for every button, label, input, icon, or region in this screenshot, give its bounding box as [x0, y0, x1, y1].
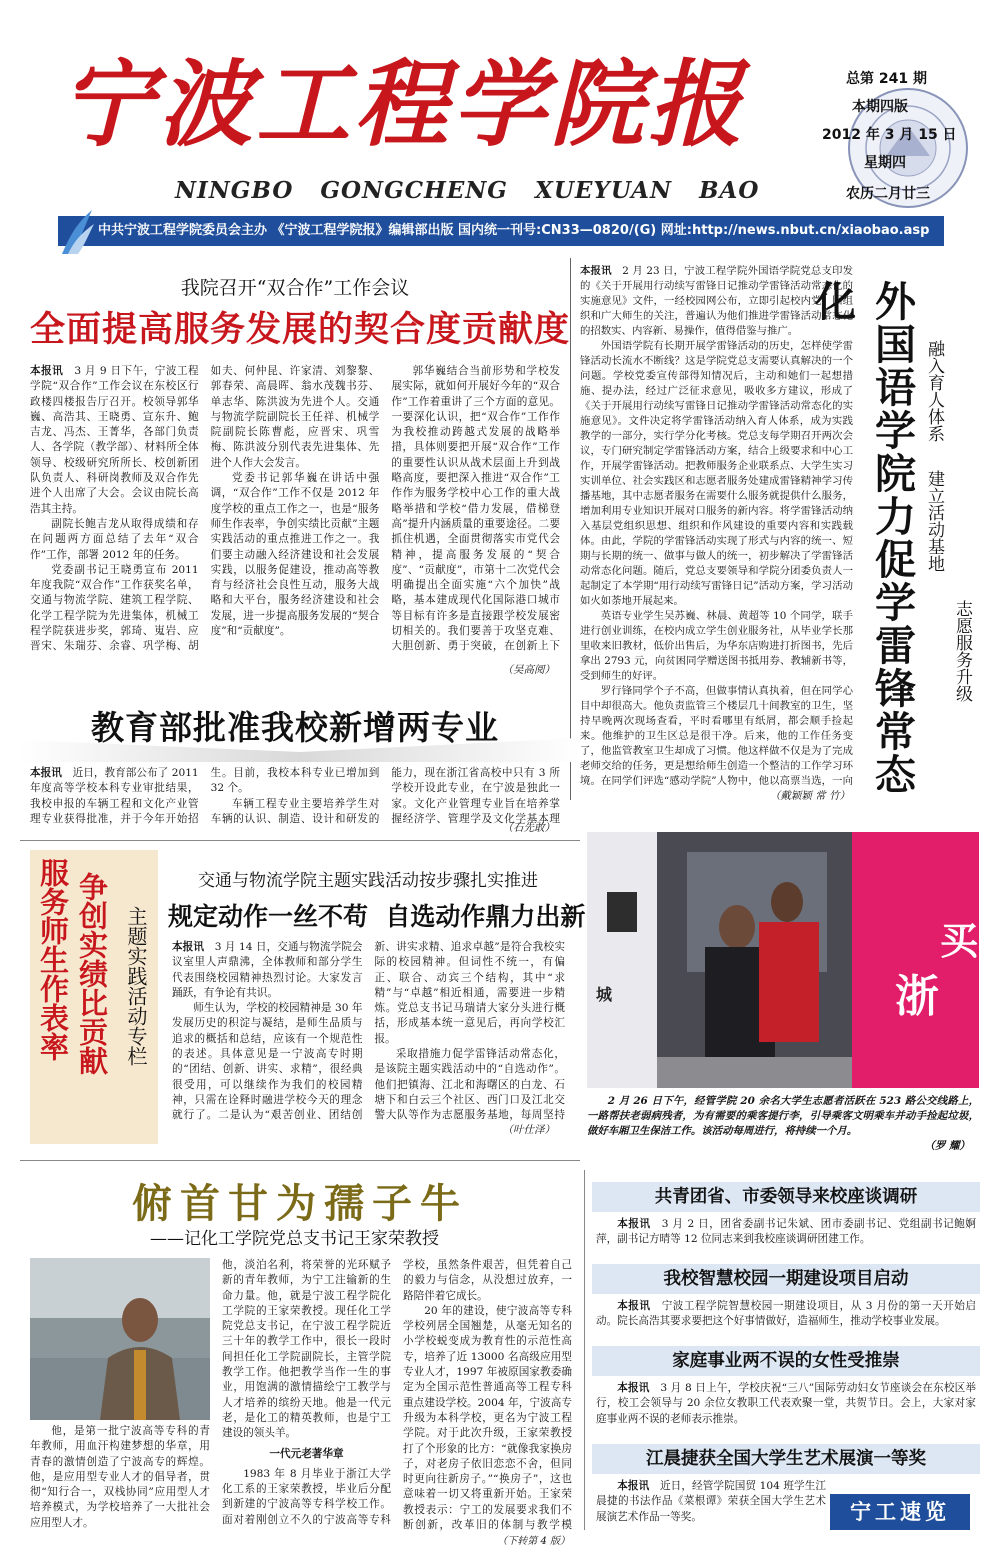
article5-section-title: 一代元老著华章 — [269, 1447, 344, 1460]
article5-headline: 俯首甘为孺子牛 — [132, 1181, 468, 1227]
article3-headline: 规定动作一丝不苟 自选动作鼎力出新 — [168, 902, 586, 931]
article1-lead: 本报讯 — [30, 365, 64, 377]
issue-total: 总第 241 期 — [846, 71, 927, 87]
article1-credit: （吴高阅） — [502, 664, 555, 676]
masthead-pinyin: NINGBO GONGCHENG XUEYUAN BAO — [175, 177, 760, 204]
column-label-right: 争创实绩比贡献 — [75, 872, 109, 1075]
article4-body: 本报讯 2 月 23 日，宁波工程学院外国语学院党总支印发的《关于开展用行动续写雷锋日记推动学雷锋活动常态化的实施意见》文件，一经校园网公布，立即引起校内党、团组织和广大师生的关注，普遍认为他们推进学雷锋活动常态化的招数实、内容新、易操作，值得借鉴与推广。 外国语学院有长期开展学雷锋活动的历史，怎样使学雷锋活动长流水不断线？这是学院党总支需要认真解决的一个问题。学校党委宣传部得知情况后，主动和她们一起想措施、提办法，经过广泛征求意见，吸收多方建议，形成了《关于开展用行动续写雷锋日记推动学雷锋活动常态化的实施意见》。文件决定将学雷锋活动纳入育人体系，成为实践教学的一部分，实行学分化考核。党总支每学期召开两次会议，专门研究制定学雷锋活动方案，结合上级要求和中心工作，开展学雷锋活动。把教师服务企业联系点、大学生实习实训单位、社会实践区和志愿者服务处建成雷锋精神学习传播基地，其中志愿者服务在需要什么服务就提供什么服务，增加利用专业知识开展对口服务的新内容。将学雷锋活动纳入基层党组织思想、组织和作风建设的重要内容和实践载体。由此，学院的学雷锋活动实现了形式与内容的统一、短期与长期的统一、做事与做人的统一，初步解决了学雷锋活动常态化问题。随后，党总支要领导和学院分团委负责人一起制定了本学期“用行动续写雷锋日记”活动方案，学习活动如火如荼地开展起来。 英语专业学生吴苏巍、林晨、黄超等 10 个同学，联手进行创业训练，在校内成立学生创业服务社，从毕业学长那里收来旧教材，低价出售后，为华东店购进打折图书，先后拿出 2793 元，向贫困同学赠送图书抵用券、教辅新书等，受到师生的好评。 罗行锋同学个子不高，但做事情认真执着，但在同学心目中却很高大。他负责监管三个楼层几十间教室的卫生，坚持早晚两次现场查看，平时看哪里有纸屑，都会顺手捡起来。他维护的卫生区总是很干净。后来，他的工作任务变了，他监管教室卫生却成了习惯。他这样做不仅是为了完成老师交给的任务，更是想给师生创造一个整洁的工作学习环境。在同学们评选“感动学院”人物中，他以高票当选，一向 — [580, 265, 853, 786]
article2-credit: （石先敢） — [502, 822, 555, 834]
article1-body: 本报讯 3 月 9 日下午，宁波工程学院“双合作”工作会议在东校区行政楼四楼报告厅召开。校领导郭华巍、高浩其、王晓勇、宣东升、鲍吉龙、冯杰、王菁华，各部门负责人、各学院（教学部）、材料所全体领导、校级研究所所长、校创新团队负责人、科研岗教师及双合作先进个人出席了大会。会议由院长高浩其主持。 副院长鲍吉龙从取得成绩和存在问题两方面总结了去年“双合作”工作，部署 2012 年的任务。 党委副书记王晓勇宣布 2011 年度我院“双合作”工作获奖名单，交通与物流学院、建筑工程学院、化学工程学院为先进集体，机械工程学院获进步奖，郭琦、嵬岩、应晋宋、朱瑞芬、余睿、巩学梅、胡如夫、何仲昆、许家清、刘黎黎、郭春荣、高晨晖、翁水茂魏书芬、单志华、陈洪波为先进个人。交通与物流学院副院长王任祥、机械学院副院长陈曹彪，应晋宋、巩雪梅、陈洪波分别代表先进集体、先进个人作大会发言。 党委书记郭华巍在讲话中强调，“双合作”工作不仅是 2012 年度学校的重点工作之一，也是“服务师生作表率，争创实绩比贡献”主题实践活动的重点推进工作之一。我们要主动融入经济建设和社会发展实践，以服务促建设，推动高等教育与经济社会良性互动，服务大战略和大平台，服务经济建设和社会发展，进一步提高服务发展的“契合度”和“贡献度”。 郭华巍结合当前形势和学校发展实际，就如何开展好今年的“双合作”工作着重讲了三个方面的意见。一要深化认识，把“双合作”工作作为我校推动跨越式发展的战略举措，具体则要把开展“双合作”工作的重要性认识从战术层面上升到战略高度，要把深入推进“双合作”工作作为服务学校中心工作的重大战略举措和学校“借力发展，借梯登高”提升内涵质量的重要途径。二要抓住机遇，全面贯彻落实市党代会精神，提高服务发展的“契合度”、“贡献度”，市第十二次党代会明确提出全面实施“六个加快”战略，基本建成现代化国际港口城市等目标有许多是直接跟学校发展密切相关的。我们要善于攻坚克难、大胆创新、勇于突破，在创新上下 — [30, 365, 560, 653]
article5-credit: （下转第 4 版） — [497, 1536, 570, 1547]
professor-photo — [30, 1258, 210, 1420]
article5-caption-text: 他，是第一批宁波高等专科的青年教师，用血汗构建梦想的华章，用青春的激情创造了宁波高专的辉煌。他，是应用型专业人才的倡导者，贯彻“知行合一，双栈协同”应用型人才培养模式，为学校培养了一大批社会应用型人才。 — [30, 1425, 210, 1529]
bus-sign: 买 — [940, 919, 979, 963]
issue-pages: 本期四版 — [852, 99, 908, 115]
masthead-title: 宁波工程学院报 — [60, 50, 747, 160]
brief4-body: 本报讯 近日，经管学院国贸 104 班学生江晨捷的书法作品《菜根谭》荣获全国大学生艺术展演艺术作品一等奖。 — [596, 1480, 826, 1523]
column-label-small: 主题实践活动专栏 — [124, 906, 148, 1066]
article3-credit: （叶仕泽） — [502, 1124, 555, 1136]
article4-subline2: 建立活动基地 — [924, 470, 944, 572]
article5-body: 他，淡泊名利，将荣誉的光环赋予新的青年教师，为宁工注输新的生命力量。他，就是宁波工程学院化工学院的王家荣教授。现任化工学院党总支书记，在宁波工程学院近三十年的教学工作中，很长一段时间担任化工学院副院长，主管学院教学工作。他把教学当作一生的事业，用饱满的激情描绘宁工教学与人才培养的缤纷天地。他是一代元老，是化工的精英教师，也是宁工建设的领头羊。 一代元老著华章 1983 年 8 月毕业于浙江大学化工系的王家荣教授，毕业后分配到新建的宁波高等专科学校工作。面对着刚创立不久的宁波高等专科学校，虽然条件艰苦，但凭着自己的毅力与信念，从没想过放弃，一路陪伴着它成长。 20 年的建设，使宁波高等专科学校列居全国翘楚，从毫无知名的小学校蜕变成为教育性的示范性高专，培养了近 13000 名高级应用型专业人才，1997 年被原国家教委确定为全国示范性普通高等工程专科重点建设学校。2004 年，宁波高专升级为本科学校，更名为宁波工程学院。对于此次升级，王家荣教授打了个形象的比方：“就像我家换房子，对老房子依旧恋恋不舍，但同时更向往新房子。”“换房子”，这也意味着一切又将重新开始。王家荣教授表示：宁工的发展要求我们不断创新，改革旧的体制与教学模 — [222, 1259, 572, 1532]
article4-subline3: 志愿服务升级 — [952, 600, 972, 702]
brief1-body: 本报讯 3 月 2 日，团省委副书记朱斌、团市委副书记、党组副书记鲍婀萍，副书记方晴等 12 位同志来到我校座谈调研团建工作。 — [596, 1218, 976, 1246]
article2-body: 本报讯 近日，教育部公布了 2011 年度高等学校本科专业审批结果，我校申报的车辆工程和文化产业管理专业获得批准，并于今年开始招生。目前，我校本科专业已增加到 32 个。 车辆工程专业主要培养学生对车辆的认识、制造、设计和研发的能力，现在浙江省高校中只有 3 所学校开设此专业，在宁波是独此一家。文化产业管理专业旨在培养掌握经济学、管理学及文化学基本理 — [30, 767, 560, 825]
brief3-body: 本报讯 3 月 8 日上午，学校庆祝“三八”国际劳动妇女节座谈会在东校区举行，校工会领导与 20 余位女教职工代表欢聚一堂，共贺节日。会上，大家对家庭事业两不误的老师表示推崇。 — [596, 1382, 976, 1425]
article4-headline: 外国语学院力促学雷锋常态化 — [808, 280, 916, 796]
photo1-caption: 2 月 26 日下午，经管学院 20 余名大学生志愿者活跃在 523 路公交线路上，一路帮扶老弱病残者，为有需要的乘客提行李，引导乘客文明乘车并动手捡起垃圾，做好车厢卫生保洁工作。该活动每周进行，将持续一个月。 — [587, 1095, 979, 1137]
brief1-title: 共青团省、市委领导来校座谈调研 — [592, 1182, 980, 1212]
article2-headline: 教育部批准我校新增两专业 — [91, 708, 499, 747]
briefs-label: 宁工速览 — [830, 1494, 970, 1530]
article1-headline: 全面提高服务发展的契合度贡献度 — [30, 310, 571, 350]
article4-credit: （戴颖颖 常 竹） — [769, 790, 850, 802]
publisher-line: 中共宁波工程学院委员会主办 《宁波工程学院报》编辑部出版 国内统一刊号:CN33—0820/(G) 网址:http://news.nbut.cn/xiaobao.asp — [98, 223, 930, 238]
bus-sign-2: 浙 — [895, 971, 939, 1022]
article3-kicker: 交通与物流学院主题实践活动按步骤扎实推进 — [198, 871, 538, 891]
bus-label: 城 — [596, 985, 613, 1004]
article3-body: 本报讯 3 月 14 日，交通与物流学院会议室里人声鼎沸，全体教师和部分学生代表围绕校园精神热烈讨论。大家发言踊跃，有争论有共识。 师生认为，学校的校园精神是 30 年发展历史的积淀与凝结，是师生品质与追求的概括和总结，应该有一个规范性的表述。具体意见是一宁波高专时期的“团结、创新、讲实、求精”，很经典很受用，可以继续作为我们的校园精神，只需在诠释时融进学校今天的理念就行了。二是认为“艰苦创业、团结创新、讲实求精、追求卓越”是符合我校实际的校园精神。但词性不统一，有偏正、联合、动宾三个结构，其中“求精”与“卓越”相近相通，需要进一步精炼。党总支书记马瑞请大家分头进行概括，形成基本统一意见后，再向学校汇报。 采取措施力促学雷锋活动常态化，是该院主题实践活动中的“自选动作”。他们把镇海、江北和海曙区的白龙、石塘下和白云三个社区、西门口及江北交警大队等作为志愿服务基地，每周坚持 — [172, 941, 565, 1122]
brief2-title: 我校智慧校园一期建设项目启动 — [592, 1264, 980, 1294]
ribbon-logo-icon — [60, 206, 96, 256]
article5-subhead: ——记化工学院党总支书记王家荣教授 — [150, 1229, 439, 1249]
issue-date: 2012 年 3 月 15 日 — [822, 127, 957, 143]
brief2-body: 本报讯 宁波工程学院智慧校园一期建设项目，从 3 月份的第一天开始启动。院长高浩其要求要把这个好事情做好，造福师生，推动学校事业发展。 — [596, 1300, 976, 1328]
issue-weekday: 星期四 — [864, 155, 906, 171]
photo1-credit: （罗 耀） — [924, 1140, 970, 1152]
article1-kicker: 我院召开“双合作”工作会议 — [180, 277, 410, 299]
issue-lunar: 农历二月廿三 — [846, 186, 930, 202]
brief3-title: 家庭事业两不误的女性受推崇 — [592, 1346, 980, 1376]
article4-subline1: 融入育人体系 — [924, 340, 944, 442]
brief4-title: 江晨捷获全国大学生艺术展演一等奖 — [592, 1444, 980, 1474]
column-label-left: 服务师生作表率 — [36, 858, 70, 1061]
